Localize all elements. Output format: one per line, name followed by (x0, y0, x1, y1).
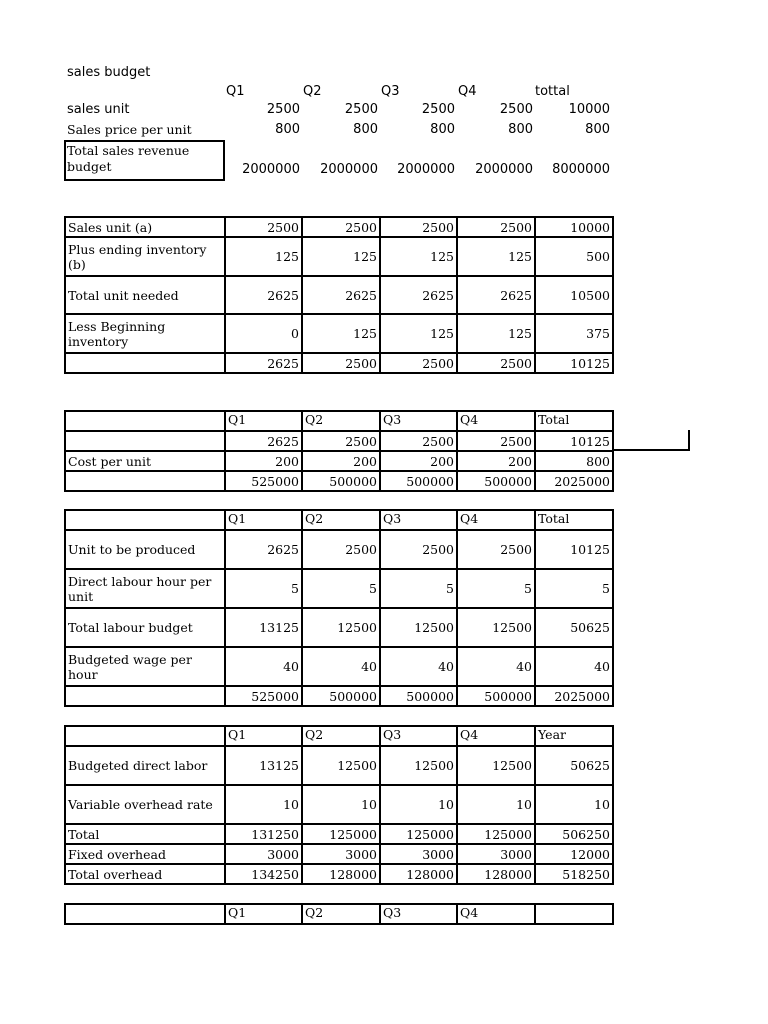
table-row (65, 217, 613, 237)
cell-year: 10 (535, 785, 613, 824)
header-q2: Q2 (302, 510, 380, 530)
cell-q2: 2500 (302, 431, 380, 451)
row-label (65, 471, 225, 491)
header-q2: Q2 (302, 904, 380, 924)
header-q1: Q1 (225, 726, 302, 746)
table-row (65, 647, 613, 686)
sales-price-q1: 800 (275, 122, 300, 137)
row-label (65, 353, 225, 373)
header-q3: Q3 (380, 904, 457, 924)
cell-q3: 125 (380, 314, 457, 353)
cell-year: 12000 (535, 844, 613, 864)
cell-total: 10500 (535, 276, 613, 314)
cell-q1: 131250 (225, 824, 302, 844)
cell-total: 500 (535, 237, 613, 276)
row-label: Total unit needed (65, 276, 225, 314)
cell-q1: 40 (225, 647, 302, 686)
cell-q3: 12500 (380, 608, 457, 647)
row-label: Variable overhead rate (65, 785, 225, 824)
cell-year: 506250 (535, 824, 613, 844)
cell-q4: 125 (457, 314, 535, 353)
cell-q2: 2625 (302, 276, 380, 314)
header-q1: Q1 (225, 510, 302, 530)
table-row (65, 451, 613, 471)
row-label (65, 431, 225, 451)
cell-q4: 128000 (457, 864, 535, 884)
header-q3: Q3 (380, 510, 457, 530)
row-label (65, 686, 225, 706)
sales-budget-title: sales budget (67, 65, 151, 80)
header-q3: Q3 (380, 411, 457, 431)
cell-total: 10000 (535, 217, 613, 237)
row-label: Unit to be produced (65, 530, 225, 569)
cell-q1: 0 (225, 314, 302, 353)
cell-q4: 2625 (457, 276, 535, 314)
cell-q1: 125 (225, 237, 302, 276)
row-label: Budgeted direct labor (65, 746, 225, 785)
row-label: Total (65, 824, 225, 844)
row-label: Total labour budget (65, 608, 225, 647)
cell-q1: 2625 (225, 276, 302, 314)
cell-q1: 525000 (225, 471, 302, 491)
header-q4: Q4 (457, 904, 535, 924)
header-col-q4: Q4 (458, 84, 477, 99)
table-row (65, 785, 613, 824)
sales-unit-total: 10000 (568, 102, 610, 117)
cell-q2: 3000 (302, 844, 380, 864)
cell-total: 50625 (535, 608, 613, 647)
cell-q4: 500000 (457, 471, 535, 491)
header-col-q3: Q3 (381, 84, 400, 99)
cell-q1: 3000 (225, 844, 302, 864)
table-row (65, 314, 613, 353)
stray-border-vertical (688, 430, 690, 451)
cell-q4: 12500 (457, 608, 535, 647)
revenue-q4: 2000000 (475, 162, 533, 177)
table-header-row (65, 726, 613, 746)
stray-border-horizontal (612, 449, 690, 451)
cell-q3: 2500 (380, 431, 457, 451)
header-q4: Q4 (457, 411, 535, 431)
cell-total: 5 (535, 569, 613, 608)
cell-q3: 10 (380, 785, 457, 824)
header-total: Total (535, 510, 613, 530)
row-label: Total overhead (65, 864, 225, 884)
cell-q4: 3000 (457, 844, 535, 864)
table-row (65, 276, 613, 314)
row-label: Plus ending inventory (b) (65, 237, 225, 276)
production-budget-table (64, 216, 614, 374)
cell-q3: 500000 (380, 686, 457, 706)
labour-budget-table (64, 509, 614, 707)
cell-q3: 3000 (380, 844, 457, 864)
cell-q2: 2500 (302, 530, 380, 569)
cell-q4: 2500 (457, 530, 535, 569)
revenue-q1: 2000000 (242, 162, 300, 177)
header-q4: Q4 (457, 510, 535, 530)
revenue-total: 8000000 (552, 162, 610, 177)
header-col-total: tottal (535, 84, 570, 99)
cell-q1: 2625 (225, 353, 302, 373)
cell-q3: 500000 (380, 471, 457, 491)
revenue-q2: 2000000 (320, 162, 378, 177)
cell-q4: 12500 (457, 746, 535, 785)
row-label: Direct labour hour per unit (65, 569, 225, 608)
cell-q4: 5 (457, 569, 535, 608)
cell-q3: 2500 (380, 530, 457, 569)
header-col-q2: Q2 (303, 84, 322, 99)
cell-q4: 500000 (457, 686, 535, 706)
header-q4: Q4 (457, 726, 535, 746)
header-total: Total (535, 411, 613, 431)
header-q2: Q2 (302, 726, 380, 746)
header-blank (65, 904, 225, 924)
cell-q4: 125000 (457, 824, 535, 844)
sales-unit-q1: 2500 (266, 102, 300, 117)
cell-q2: 10 (302, 785, 380, 824)
sales-unit-q4: 2500 (499, 102, 533, 117)
cell-q4: 40 (457, 647, 535, 686)
sales-price-total: 800 (585, 122, 610, 137)
cell-q2: 200 (302, 451, 380, 471)
cell-q1: 2500 (225, 217, 302, 237)
cell-q1: 10 (225, 785, 302, 824)
cell-q3: 125 (380, 237, 457, 276)
header-q3: Q3 (380, 726, 457, 746)
cell-q4: 125 (457, 237, 535, 276)
cell-q2: 125 (302, 314, 380, 353)
row-label: Fixed overhead (65, 844, 225, 864)
cell-q4: 2500 (457, 217, 535, 237)
cell-q3: 125000 (380, 824, 457, 844)
table-row (65, 864, 613, 884)
header-blank-end (535, 904, 613, 924)
table-row (65, 237, 613, 276)
cell-q1: 13125 (225, 746, 302, 785)
cell-q3: 2625 (380, 276, 457, 314)
materials-cost-table (64, 410, 614, 492)
cell-q3: 2500 (380, 217, 457, 237)
cell-total: 10125 (535, 431, 613, 451)
row-label: Budgeted wage per hour (65, 647, 225, 686)
sales-price-q3: 800 (430, 122, 455, 137)
table-row (65, 431, 613, 451)
cell-q2: 500000 (302, 686, 380, 706)
overhead-budget-table (64, 725, 614, 885)
sales-unit-label: sales unit (67, 102, 130, 117)
header-year: Year (535, 726, 613, 746)
cell-q3: 40 (380, 647, 457, 686)
row-label: Sales unit (a) (65, 217, 225, 237)
cell-q1: 200 (225, 451, 302, 471)
table-header-row (65, 411, 613, 431)
cell-q2: 125000 (302, 824, 380, 844)
cell-q2: 40 (302, 647, 380, 686)
cell-q2: 128000 (302, 864, 380, 884)
table-header-row (65, 904, 613, 924)
cell-q2: 12500 (302, 746, 380, 785)
cell-q2: 125 (302, 237, 380, 276)
sales-unit-q2: 2500 (344, 102, 378, 117)
cell-q1: 134250 (225, 864, 302, 884)
header-q1: Q1 (225, 904, 302, 924)
table-row (65, 686, 613, 706)
cell-q2: 2500 (302, 217, 380, 237)
cell-q1: 2625 (225, 431, 302, 451)
header-blank (65, 411, 225, 431)
table-row (65, 844, 613, 864)
cell-q3: 5 (380, 569, 457, 608)
header-q1: Q1 (225, 411, 302, 431)
table-row (65, 569, 613, 608)
header-blank (65, 726, 225, 746)
cell-total: 10125 (535, 530, 613, 569)
cell-q1: 525000 (225, 686, 302, 706)
sales-price-label: Sales price per unit (67, 122, 192, 137)
cell-total: 10125 (535, 353, 613, 373)
table-header-row (65, 510, 613, 530)
sales-price-q2: 800 (353, 122, 378, 137)
cell-q2: 5 (302, 569, 380, 608)
cell-q4: 200 (457, 451, 535, 471)
final-table-header (64, 903, 614, 925)
header-q2: Q2 (302, 411, 380, 431)
cell-q3: 2500 (380, 353, 457, 373)
cell-q4: 2500 (457, 353, 535, 373)
cell-total: 2025000 (535, 471, 613, 491)
cell-year: 518250 (535, 864, 613, 884)
cell-q1: 5 (225, 569, 302, 608)
cell-q2: 500000 (302, 471, 380, 491)
cell-total: 2025000 (535, 686, 613, 706)
header-blank (65, 510, 225, 530)
cell-q3: 200 (380, 451, 457, 471)
sales-price-q4: 800 (508, 122, 533, 137)
cell-q2: 2500 (302, 353, 380, 373)
cell-q1: 13125 (225, 608, 302, 647)
cell-total: 800 (535, 451, 613, 471)
revenue-label: Total sales revenue budget (67, 143, 190, 174)
table-row (65, 824, 613, 844)
cell-year: 50625 (535, 746, 613, 785)
table-row (65, 746, 613, 785)
cell-q3: 12500 (380, 746, 457, 785)
sales-unit-q3: 2500 (421, 102, 455, 117)
header-col-q1: Q1 (226, 84, 245, 99)
table-row (65, 471, 613, 491)
cell-q2: 12500 (302, 608, 380, 647)
cell-total: 40 (535, 647, 613, 686)
row-label: Less Beginning inventory (65, 314, 225, 353)
cell-total: 375 (535, 314, 613, 353)
table-row (65, 608, 613, 647)
revenue-q3: 2000000 (397, 162, 455, 177)
cell-q1: 2625 (225, 530, 302, 569)
row-label: Cost per unit (65, 451, 225, 471)
cell-q4: 2500 (457, 431, 535, 451)
table-row (65, 353, 613, 373)
cell-q3: 128000 (380, 864, 457, 884)
cell-q4: 10 (457, 785, 535, 824)
table-row (65, 530, 613, 569)
